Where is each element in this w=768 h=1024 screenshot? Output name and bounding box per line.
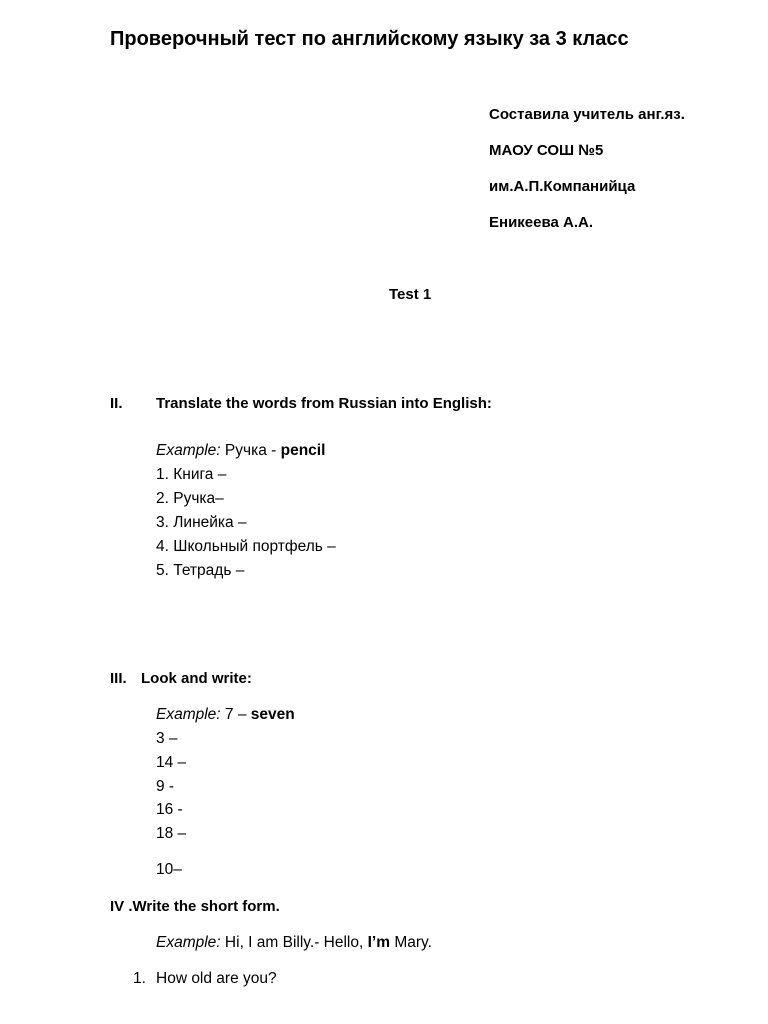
example-tail: Mary. xyxy=(390,934,432,951)
list-item: 3. Линейка – xyxy=(156,514,247,531)
section-4-example xyxy=(156,934,432,952)
example-bold: I’m xyxy=(367,934,391,951)
list-item: 14 – xyxy=(156,754,187,771)
list-item: 3 – xyxy=(156,730,178,747)
author-line-3: им.А.П.Компанийца xyxy=(489,178,636,195)
list-item: 4. Школьный портфель – xyxy=(156,538,336,555)
example-answer: pencil xyxy=(280,442,326,459)
list-item: 10– xyxy=(156,861,182,878)
section-2-example xyxy=(156,442,325,460)
author-line-1: Составила учитель анг.яз. xyxy=(489,106,685,123)
section-4-heading: IV .Write the short form. xyxy=(110,898,280,915)
list-item: 16 - xyxy=(156,801,183,818)
document-title: Проверочный тест по английскому языку за 3 класс xyxy=(110,28,629,50)
test-title: Test 1 xyxy=(389,286,432,303)
example-text: 7 – xyxy=(220,706,251,723)
list-item-number: 1. xyxy=(133,970,146,987)
example-text: Ручка - xyxy=(220,442,281,459)
section-3-number: III. xyxy=(110,670,127,687)
example-text: Hi, I am Billy.- Hello, xyxy=(220,934,368,951)
section-3-heading: Look and write: xyxy=(141,670,252,687)
list-item: 2. Ручка– xyxy=(156,490,224,507)
example-label: Example: xyxy=(156,934,221,951)
list-item: 1. Книга – xyxy=(156,466,227,483)
list-item: 5. Тетрадь – xyxy=(156,562,245,579)
example-answer: seven xyxy=(250,706,295,723)
list-item: 18 – xyxy=(156,825,187,842)
section-2-number: II. xyxy=(110,395,123,412)
list-item: 9 - xyxy=(156,778,175,795)
list-item: How old are you? xyxy=(156,970,277,987)
section-3-example xyxy=(156,706,295,724)
author-line-2: МАОУ СОШ №5 xyxy=(489,142,604,159)
example-label: Example: xyxy=(156,706,221,723)
example-label: Example: xyxy=(156,442,221,459)
author-line-4: Еникеева А.А. xyxy=(489,214,594,231)
section-2-heading: Translate the words from Russian into English: xyxy=(156,395,492,412)
